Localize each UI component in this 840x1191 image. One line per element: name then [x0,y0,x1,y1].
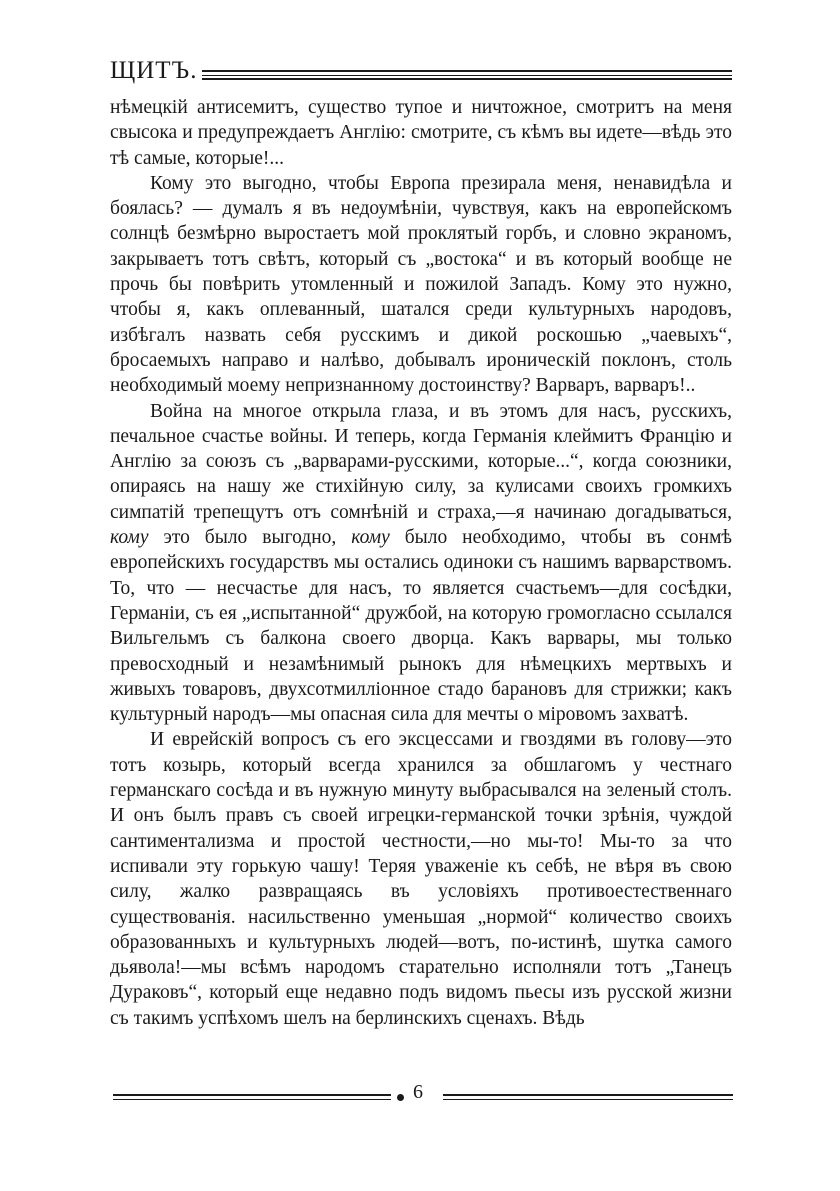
footer-rule-left [113,1094,391,1100]
text-run: было необходимо, чтобы въ сонмѣ европейскихъ государствъ мы остались одиноки съ нашимъ варварствомъ. То, что — несчастье для насъ, то является счастьемъ—для сосѣдки, Германіи, съ ея „испытанной“ дружбой, на которую громогласно ссылался Вильгельмъ съ балкона своего дворца. Какъ варвары, мы только превосходный и незамѣнимый рынокъ для нѣмецкихъ мертвыхъ и живыхъ товаровъ, двухсотмилліонное стадо барановъ для стрижки; какъ культурный народъ—мы опасная сила для мечты о міровомъ захватѣ. [110,527,732,726]
running-title: ЩИТЪ. [110,57,198,84]
paragraph-2 [110,171,732,399]
text-run: это было выгодно, [148,527,352,549]
text-run: И еврейскій вопросъ съ его эксцессами и гвоздями въ голову—это тотъ козырь, который всегда хранился за обшлагомъ у честнаго германскаго сосѣда и въ нужную минуту выбрасывался на зеленый столъ. И онъ былъ правъ съ своей игрецки-германской точки зрѣнія, чуждой сантиментализма и простой честности,—но мы-то! Мы-то за что испивали эту горькую чашу! Теряя уваженіе къ себѣ, не вѣря въ свою силу, жалко развращаясь въ условіяхъ противоестественнаго существованія. насильственно уменьшая „нормой“ количество своихъ образованныхъ и культурныхъ людей—вотъ, по-истинѣ, шутка самого дьявола!—мы всѣмъ народомъ старательно исполняли тотъ „Танецъ Дураковъ“, который еще недавно подъ видомъ пьесы изъ русской жизни съ такимъ успѣхомъ шелъ на берлинскихъ сценахъ. Вѣдь [110,729,732,1029]
paragraph-3 [110,399,732,728]
emphasized-text: кому [351,527,390,549]
page-number: 6 [413,1081,423,1103]
text-run: Война на многое открыла глаза, и въ этомъ для насъ, русскихъ, печальное счастье войны. И теперь, когда Германія клеймитъ Францію и Англію за союзъ съ „варварами-русскими, которые...“, когда союзники, опираясь на нашу же стихійную силу, за кулисами своихъ громкихъ симпатій трепещутъ отъ сомнѣній и страха,—я начинаю догадываться, [110,400,732,523]
emphasized-text: кому [110,527,149,549]
text-run: нѣмецкій антисемитъ, существо тупое и ничтожное, смотритъ на меня свысока и предупреждаетъ Англію: смотрите, съ кѣмъ вы идете—вѣдь это тѣ самые, которые!... [110,97,732,169]
paragraph-1 [110,95,732,171]
footer-rule-right [443,1094,733,1100]
footer-ornament-dot [397,1094,404,1101]
page-header [110,56,732,92]
page-footer [113,1081,735,1110]
header-double-rule [202,70,732,80]
text-run: Кому это выгодно, чтобы Европа презирала меня, ненавидѣла и боялась? — думалъ я въ недоумѣніи, чувствуя, какъ на европейскомъ солнцѣ безмѣрно выростаетъ мой проклятый горбъ, и словно экраномъ, закрываетъ тотъ свѣтъ, который съ „востока“ и въ который вообще не прочь бы повѣрить утомленный и пожилой Западъ. Кому это нужно, чтобы я, какъ оплеванный, шатался среди культурныхъ народовъ, избѣгалъ назвать себя русскимъ и дикой роскошью „чаевыхъ“, бросаемыхъ направо и налѣво, добывалъ ироническій поклонъ, столь необходимый моему непризнанному достоинству? Варваръ, варваръ!.. [110,172,732,397]
body-text [110,95,732,1031]
paragraph-4 [110,727,732,1031]
